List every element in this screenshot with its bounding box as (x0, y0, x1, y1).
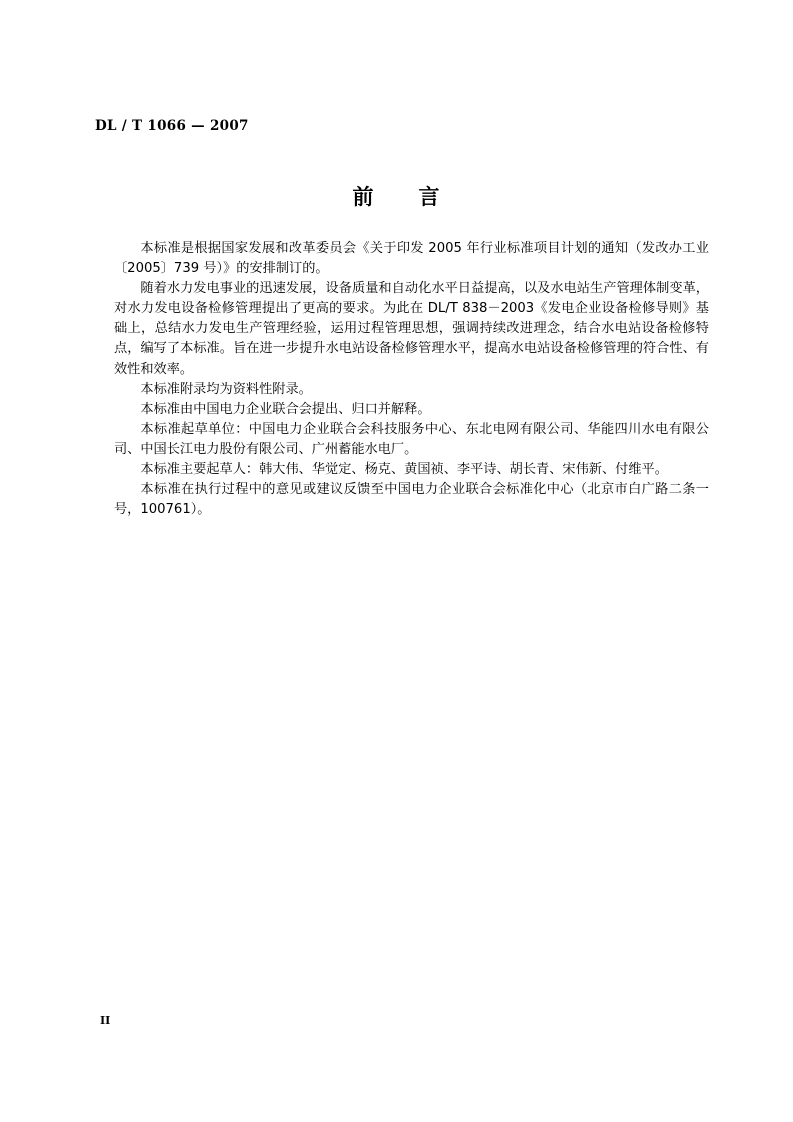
paragraph: 本标准主要起草人：韩大伟、华觉定、杨克、黄国祯、李平诗、胡长青、宋伟新、付维平。 (140, 462, 668, 478)
foreword-body (114, 239, 709, 520)
page-number: II (100, 1014, 111, 1027)
paragraph: 本标准附录均为资料性附录。 (140, 381, 312, 397)
page-title: 前 言 (352, 185, 441, 209)
paragraph: 本标准是根据国家发展和改革委员会《关于印发 2005 年行业标准项目计划的通知（发改办工业〔2005〕739 号）》的安排制订的。 (114, 241, 709, 277)
paragraph: 本标准起草单位：中国电力企业联合会科技服务中心、东北电网有限公司、华能四川水电有限公司、中国长江电力股份有限公司、广州蓄能水电厂。 (114, 421, 709, 457)
paragraph: 随着水力发电事业的迅速发展，设备质量和自动化水平日益提高，以及水电站生产管理体制变革，对水力发电设备检修管理提出了更高的要求。为此在 DL/T 838－2003《发电企业设备检修导则》基础上，总结水力发电生产管理经验，运用过程管理思想，强调持续改进理念，结合水电站设备检修特点，编写了本标准。旨在进一步提升水电站设备检修管理水平，提高水电站设备检修管理的符合性、有效性和效率。 (114, 281, 709, 377)
paragraph: 本标准由中国电力企业联合会提出、归口并解释。 (140, 401, 431, 417)
standard-number-header: DL / T 1066 — 2007 (95, 118, 249, 134)
paragraph: 本标准在执行过程中的意见或建议反馈至中国电力企业联合会标准化中心（北京市白广路二条一号，100761）。 (114, 482, 709, 518)
